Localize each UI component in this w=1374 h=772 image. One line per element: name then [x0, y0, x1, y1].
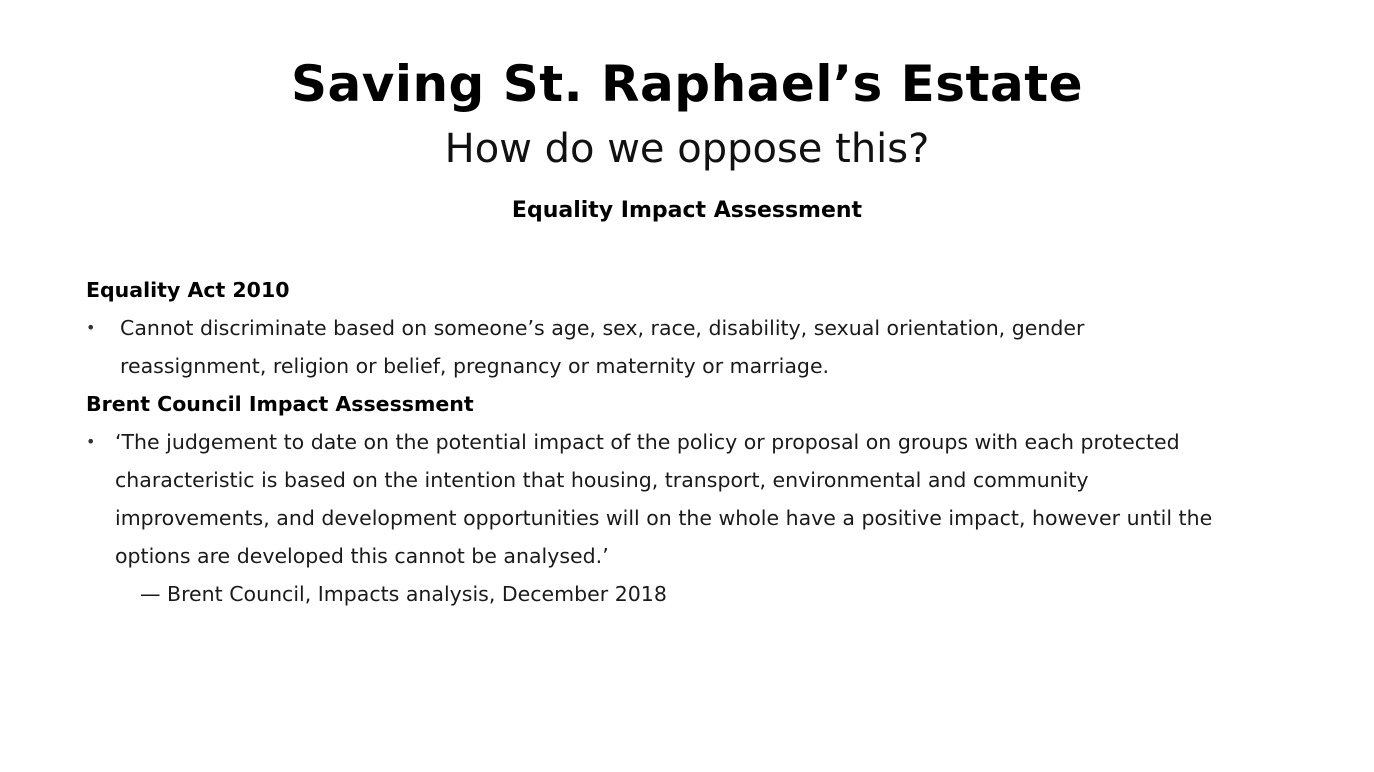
section-title: Equality Impact Assessment	[511, 198, 863, 223]
bullet-line: Cannot discriminate based on someone’s age, sex, race, disability, sexual orientation, gender	[120, 316, 1085, 340]
slide-body	[86, 271, 1326, 613]
quote-attribution: — Brent Council, Impacts analysis, December 2018	[140, 582, 667, 606]
slide-subtitle: How do we oppose this?	[444, 126, 930, 172]
heading-brent-council: Brent Council Impact Assessment	[86, 392, 474, 416]
quote-line: improvements, and development opportunities will on the whole have a positive impact, however until the	[115, 506, 1213, 530]
quote-line: characteristic is based on the intention that housing, transport, environmental and community	[115, 468, 1089, 492]
quote-line: ‘The judgement to date on the potential impact of the policy or proposal on groups with each protected	[115, 430, 1180, 454]
heading-equality-act: Equality Act 2010	[86, 278, 290, 302]
bullet-dot: •	[86, 318, 96, 337]
slide-title: Saving St. Raphael’s Estate	[290, 55, 1084, 113]
quote-line: options are developed this cannot be analysed.’	[115, 544, 609, 568]
bullet-equality-act	[86, 309, 1326, 385]
bullet-dot: •	[86, 432, 96, 451]
bullet-line: reassignment, religion or belief, pregnancy or maternity or marriage.	[120, 354, 830, 378]
bullet-brent-quote	[86, 423, 1326, 575]
